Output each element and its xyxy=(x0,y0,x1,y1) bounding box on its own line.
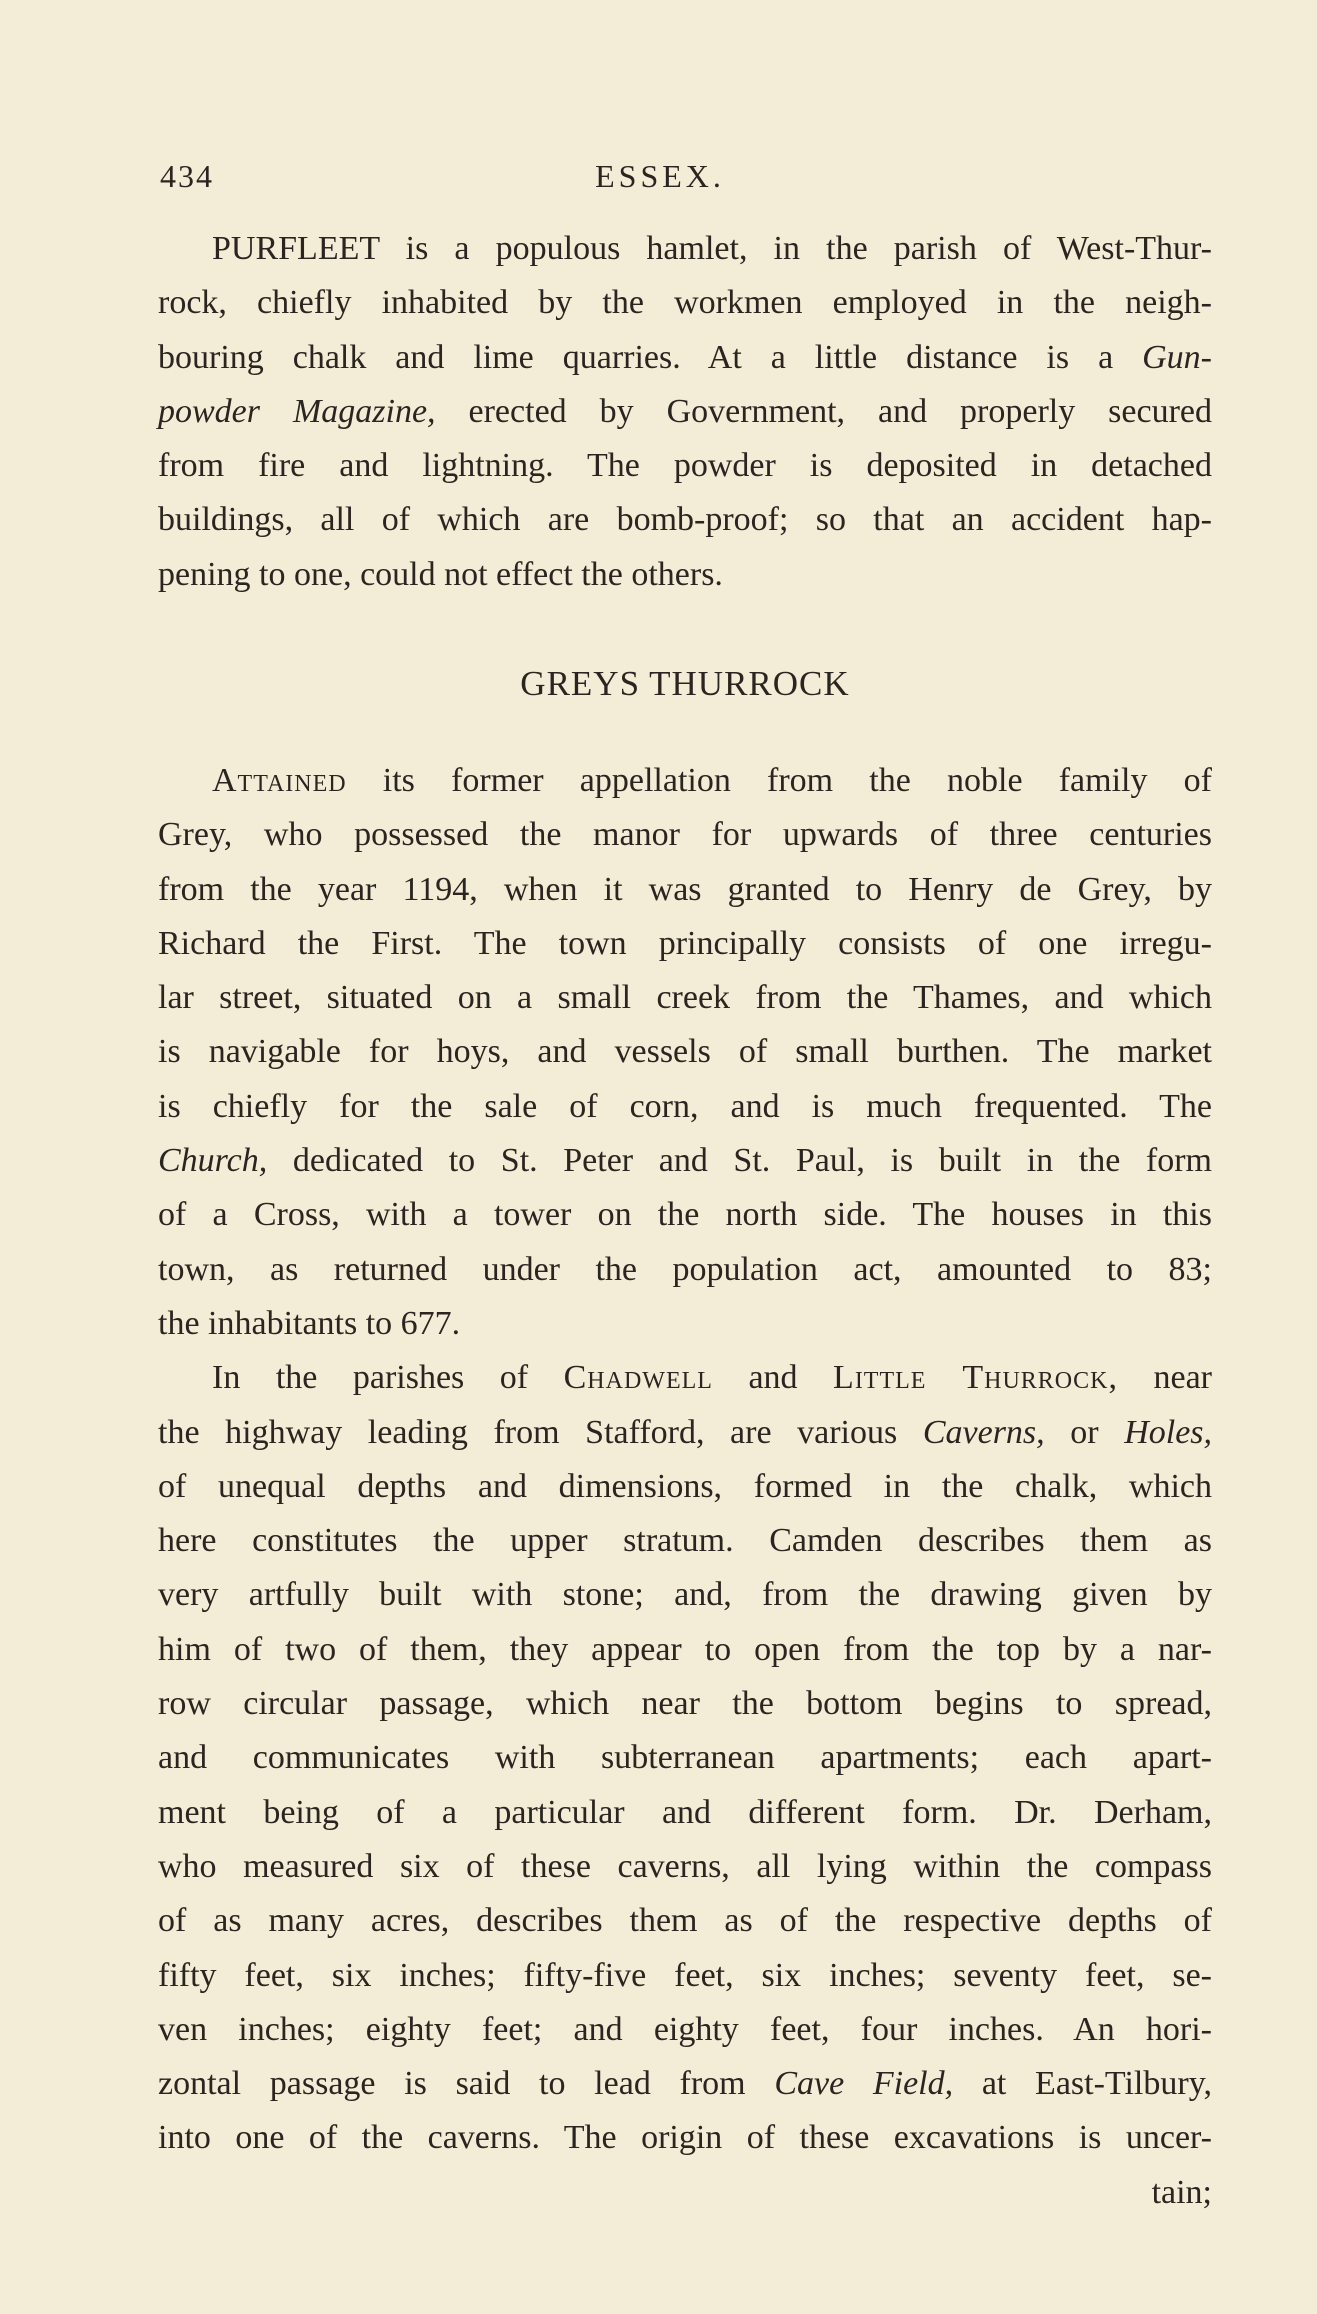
running-header xyxy=(160,158,1160,202)
text-line: is navigable for hoys, and vessels of small burthen. The market xyxy=(158,1033,1212,1071)
italic-term: Gun- xyxy=(1142,338,1212,376)
text-fragment: zontal passage is said to lead from xyxy=(158,2065,775,2103)
text-fragment: dedicated to St. Peter and St. Paul, is built in the form xyxy=(267,1142,1212,1180)
text-fragment: In the parishes of xyxy=(212,1359,564,1397)
text-line: into one of the caverns. The origin of these excavations is uncer- xyxy=(158,2119,1212,2157)
text-fragment: erected by Government, and properly secured xyxy=(435,392,1213,430)
paragraph-purfleet xyxy=(158,222,1212,602)
text-line xyxy=(158,754,1212,808)
text-line: buildings, all of which are bomb-proof; so that an accident hap- xyxy=(158,501,1212,539)
section-heading: GREYS THURROCK xyxy=(520,664,850,703)
small-caps-term: Chadwell xyxy=(563,1359,713,1397)
small-caps-term: Little Thurrock, xyxy=(833,1359,1118,1397)
italic-term: Holes, xyxy=(1124,1413,1213,1451)
text-line: Grey, who possessed the manor for upwards of three centuries xyxy=(158,816,1212,854)
text-line xyxy=(158,2057,1212,2111)
text-line: rock, chiefly inhabited by the workmen employed in the neigh- xyxy=(158,284,1212,322)
italic-term: Caverns, xyxy=(922,1413,1045,1451)
text-line: pening to one, could not effect the others. xyxy=(158,555,723,593)
text-line: him of two of them, they appear to open from the top by a nar- xyxy=(158,1630,1212,1668)
text-line: ment being of a particular and different form. Dr. Derham, xyxy=(158,1793,1212,1831)
text-line: fifty feet, six inches; fifty-five feet, six inches; seventy feet, se- xyxy=(158,1956,1212,1994)
italic-term: powder Magazine, xyxy=(158,392,436,430)
text-line xyxy=(158,385,1212,439)
text-fragment: at East-Tilbury, xyxy=(953,2065,1212,2103)
text-line: is chiefly for the sale of corn, and is much frequented. The xyxy=(158,1087,1212,1125)
text-line: of a Cross, with a tower on the north side. The houses in this xyxy=(158,1196,1212,1234)
catchword: tain; xyxy=(1151,2173,1212,2211)
text-fragment: the highway leading from Stafford, are various xyxy=(158,1413,923,1451)
small-caps-term: Attained xyxy=(212,762,347,799)
text-line: of as many acres, describes them as of the respective depths of xyxy=(158,1902,1212,1940)
text-line: the inhabitants to 677. xyxy=(158,1304,461,1342)
text-line xyxy=(158,331,1212,385)
text-line: who measured six of these caverns, all lying within the compass xyxy=(158,1847,1212,1885)
text-line: town, as returned under the population act, amounted to 83; xyxy=(158,1250,1212,1288)
text-line xyxy=(158,1406,1212,1460)
text-line: row circular passage, which near the bottom begins to spread, xyxy=(158,1685,1212,1723)
text-line: and communicates with subterranean apartments; each apart- xyxy=(158,1739,1212,1777)
text-line: of unequal depths and dimensions, formed in the chalk, which xyxy=(158,1467,1212,1505)
text-fragment: its former appellation from the noble family of xyxy=(346,762,1212,799)
page-number: 434 xyxy=(160,158,214,194)
text-line: ven inches; eighty feet; and eighty feet, four inches. An hori- xyxy=(158,2010,1212,2048)
text-fragment: near xyxy=(1117,1359,1212,1397)
text-fragment: bouring chalk and lime quarries. At a little distance is a xyxy=(158,338,1143,376)
text-line: from the year 1194, when it was granted to Henry de Grey, by xyxy=(158,870,1212,908)
running-title: ESSEX. xyxy=(595,158,725,194)
paragraph-greys-thurrock xyxy=(158,754,1212,2220)
text-line: PURFLEET is a populous hamlet, in the parish of West-Thur- xyxy=(212,230,1212,267)
text-line: lar street, situated on a small creek from the Thames, and which xyxy=(158,979,1212,1017)
text-line xyxy=(158,1134,1212,1188)
italic-term: Church, xyxy=(158,1142,268,1180)
italic-term: Cave Field, xyxy=(774,2065,954,2103)
text-line xyxy=(158,1351,1212,1405)
text-line: Richard the First. The town principally consists of one irregu- xyxy=(158,924,1212,962)
text-fragment: and xyxy=(712,1359,834,1397)
text-fragment: or xyxy=(1044,1413,1125,1451)
text-line: very artfully built with stone; and, from the drawing given by xyxy=(158,1576,1212,1614)
text-line: from fire and lightning. The powder is deposited in detached xyxy=(158,447,1212,485)
text-line: here constitutes the upper stratum. Camden describes them as xyxy=(158,1522,1212,1560)
